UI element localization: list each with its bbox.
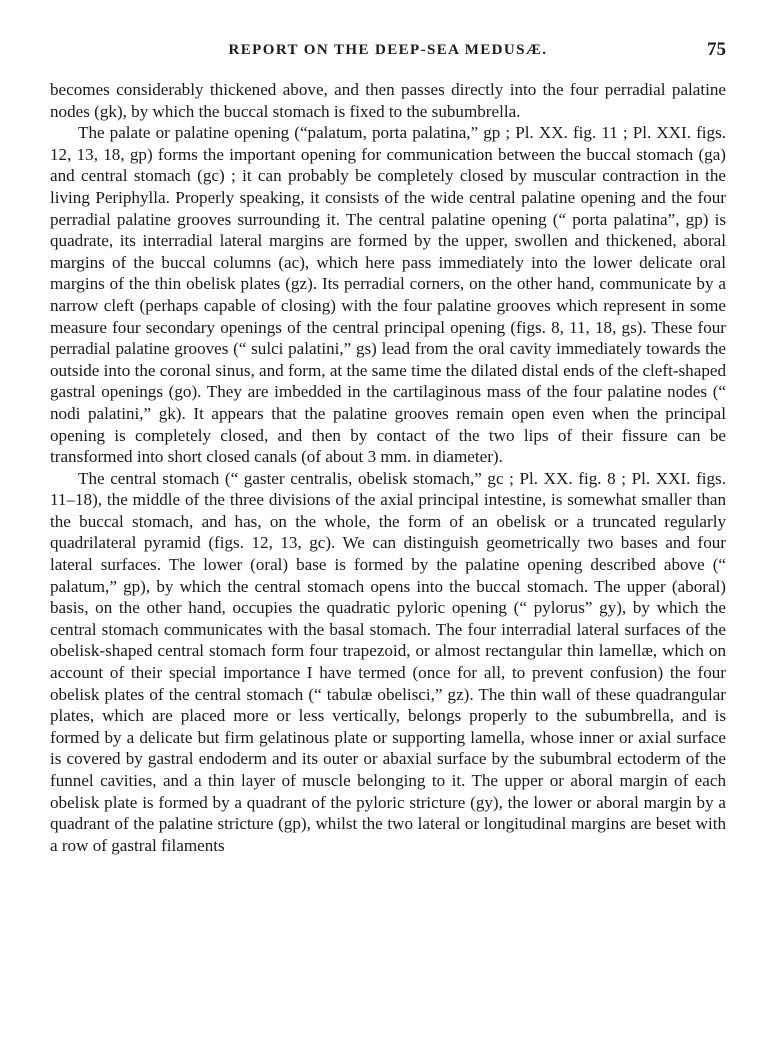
page-number: 75 [707, 39, 726, 60]
running-title: REPORT ON THE DEEP-SEA MEDUSÆ. [228, 42, 548, 58]
paragraph-palate: The palate or palatine opening (“palatum, porta palatina,” gp ; Pl. XX. fig. 11 ; Pl. XXI. figs. 12, 13, 18, gp) forms the important opening for communication between the buccal stomach (ga) and central stomach (gc) ; it can probably be completely closed by muscular contraction in the living Periphylla. Properly speaking, it consists of the wide central palatine opening and the four perradial palatine grooves surrounding it. The central palatine opening (“ porta palatina”, gp) is quadrate, its interradial lateral margins are formed by the upper, swollen and thickened, aboral margins of the buccal columns (ac), which here pass immediately into the lower delicate oral margins of the thin obelisk plates (gz). Its perradial corners, on the other hand, communicate by a narrow cleft (perhaps capable of closing) with the four palatine grooves which represent in some measure four secondary openings of the central principal opening (figs. 8, 11, 18, gs). These four perradial palatine grooves (“ sulci palatini,” gs) lead from the oral cavity immediately towards the outside into the coronal sinus, and form, at the same time the dilated distal ends of the cleft-shaped gastral openings (go). They are imbedded in the cartilaginous mass of the four palatine nodes (“ nodi palatini,” gk). It appears that the palatine grooves remain open even when the principal opening is completely closed, and then by contact of the two lips of their fissure can be transformed into short closed canals (of about 3 mm. in diameter). [50, 123, 726, 467]
paragraph-central-stomach: The central stomach (“ gaster centralis, obelisk stomach,” gc ; Pl. XX. fig. 8 ; Pl. XXI. figs. 11–18), the middle of the three divisions of the axial principal intestine, is somewhat smaller than the buccal stomach, and has, on the whole, the form of an obelisk or a truncated regularly quadrilateral pyramid (figs. 12, 13, gc). We can distinguish geometrically two bases and four lateral surfaces. The lower (oral) base is formed by the palatine opening described above (“ palatum,” gp), by which the central stomach opens into the buccal stomach. The upper (aboral) basis, on the other hand, occupies the quadratic pyloric opening (“ pylorus” gy), by which the central stomach communicates with the basal stomach. The four interradial lateral surfaces of the obelisk-shaped central stomach form four trapezoid, or almost rectangular thin lamellæ, which on account of their special importance I have termed (once for all, to prevent confusion) the four obelisk plates of the central stomach (“ tabulæ obelisci,” gz). The thin wall of these quadrangular plates, which are placed more or less vertically, belongs properly to the subumbrella, and is formed by a delicate but firm gelatinous plate or supporting lamella, whose inner or axial surface is covered by gastral endoderm and its outer or abaxial surface by the subumbral ectoderm of the funnel cavities, and a thin layer of muscle belonging to it. The upper or aboral margin of each obelisk plate is formed by a quadrant of the pyloric stricture (gy), the lower or aboral margin by a quadrant of the palatine stricture (gp), whilst the two lateral or longitudinal margins are beset with a row of gastral filaments [50, 468, 726, 855]
paragraph-continuation: becomes considerably thickened above, and then passes directly into the four perradial palatine nodes (gk), by which the buccal stomach is fixed to the subumbrella. [50, 80, 726, 121]
page-header [50, 39, 726, 66]
body-text [50, 79, 726, 856]
